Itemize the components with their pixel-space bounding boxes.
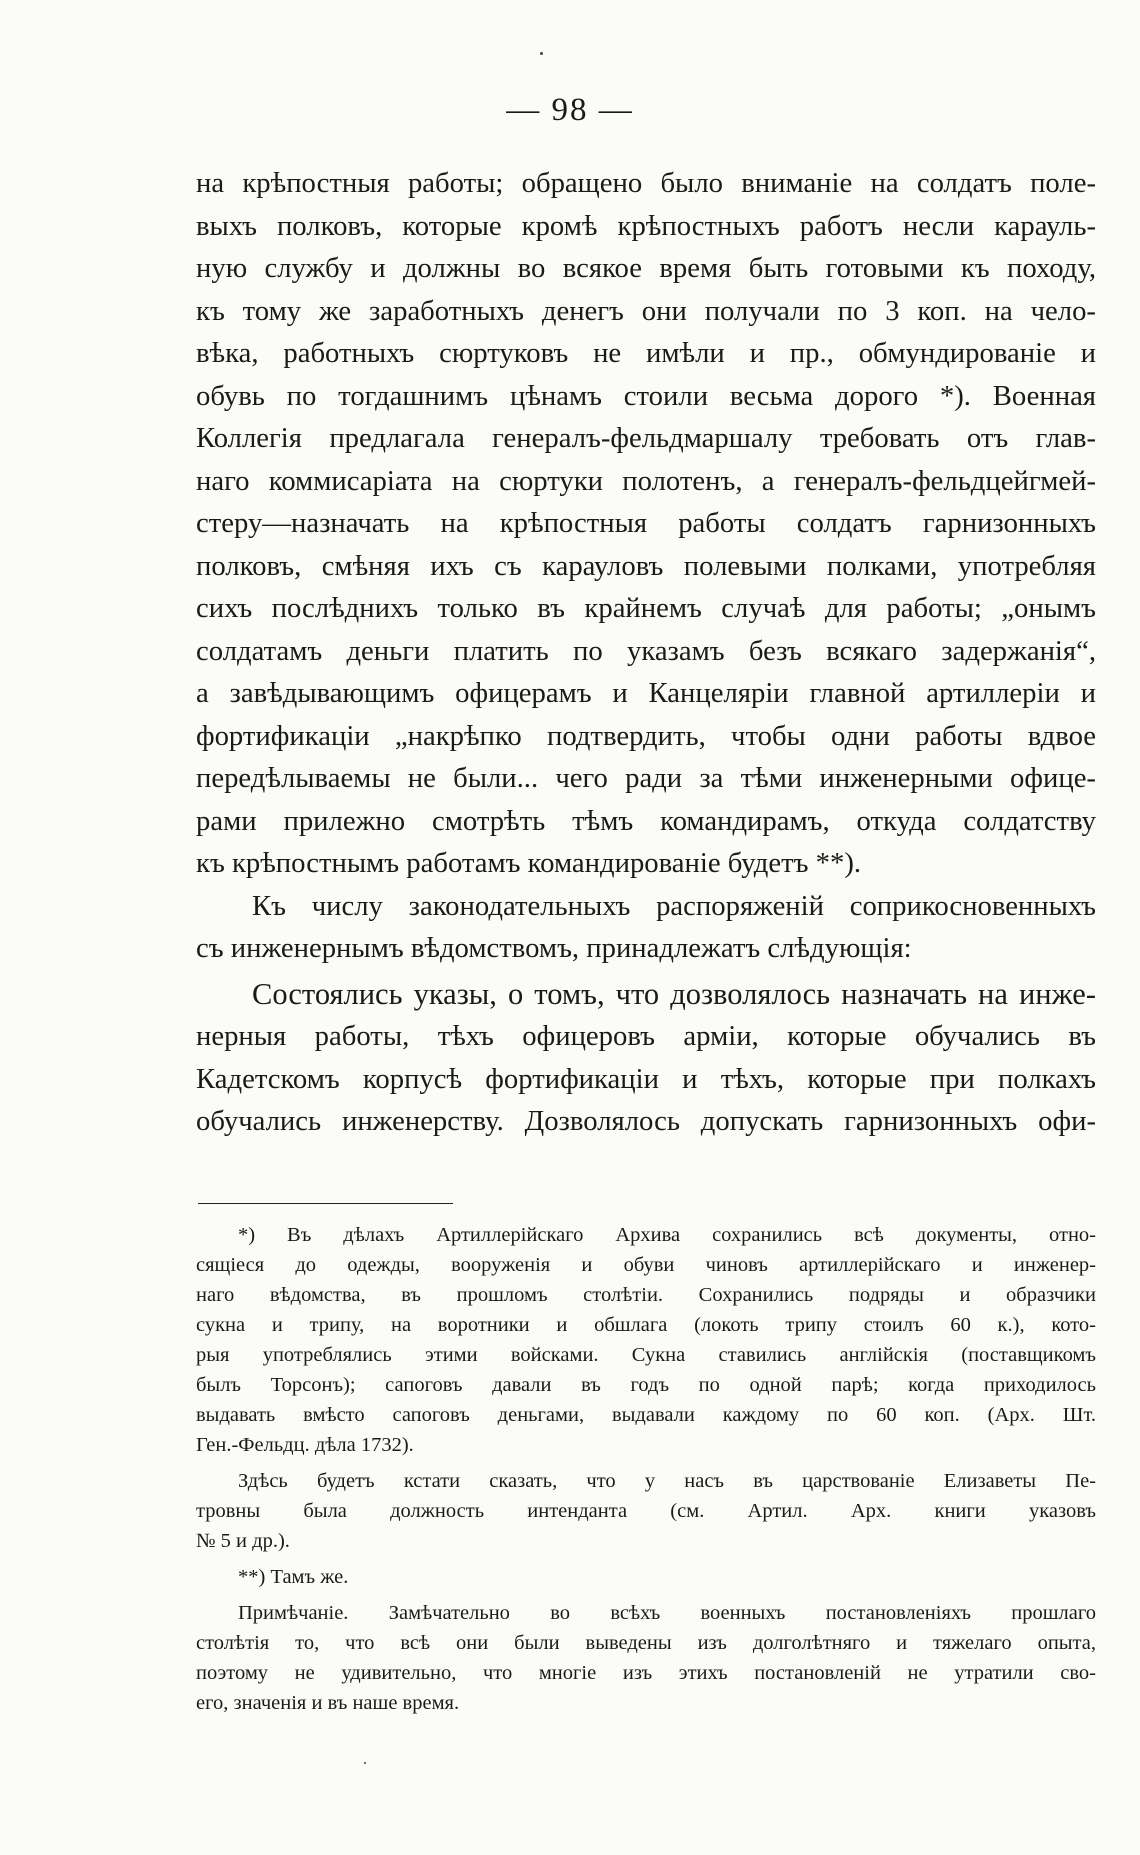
text-line: выхъ полковъ, которые кромѣ крѣпостныхъ работъ несли карауль- (196, 209, 1096, 242)
paragraph-line: Кадетскомъ корпусѣ фортификаціи и тѣхъ, которые при полкахъ (196, 1062, 1096, 1095)
text-line: на крѣпостныя работы; обращено было вниманіе на солдатъ поле- (196, 167, 1096, 199)
footnote-line: наго вѣдомства, въ прошломъ столѣтіи. Сохранились подряды и образчики (196, 1284, 1096, 1306)
text-line: къ крѣпостнымъ работамъ командированіе будетъ **). (196, 847, 862, 879)
paragraph-line: Состоялись указы, о томъ, что дозволялось назначать на инже- (252, 976, 1096, 1011)
text-line: ную службу и должны во всякое время быть готовыми къ походу, (196, 252, 1096, 284)
footnote-line: № 5 и др.). (196, 1530, 290, 1552)
paragraph-line: нерныя работы, тѣхъ офицеровъ арміи, которые обучались въ (196, 1020, 1096, 1052)
footnotes (196, 1220, 1096, 1718)
footnote-line: столѣтія то, что всѣ они были выведены изъ долголѣтняго и тяжелаго опыта, (196, 1632, 1096, 1654)
footnote-line: его, значенія и въ наше время. (196, 1692, 460, 1714)
footnote-line: *) Въ дѣлахъ Артиллерійскаго Архива сохранились всѣ документы, отно- (238, 1224, 1096, 1246)
text-line: наго коммисаріата на сюртуки полотенъ, а генералъ-фельдцейгмей- (196, 464, 1096, 497)
text-line: а завѣдывающимъ офицерамъ и Канцеляріи главной артиллеріи и (196, 677, 1096, 709)
text-line: Коллегія предлагала генералъ-фельдмаршалу требовать отъ глав- (196, 422, 1096, 454)
footnote-line: выдавать вмѣсто сапоговъ деньгами, выдавали каждому по 60 коп. (Арх. Шт. (196, 1404, 1096, 1426)
footnote-line: тровны была должность интенданта (см. Артил. Арх. книги указовъ (196, 1500, 1096, 1522)
paper-speck (364, 1762, 366, 1764)
text-line: фортификаціи „накрѣпко подтвердить, чтобы одни работы вдвое (196, 719, 1096, 752)
text-line: стеру—назначать на крѣпостныя работы солдатъ гарнизонныхъ (196, 507, 1096, 539)
footnote-line: сящіеся до одежды, вооруженія и обуви чиновъ артиллерійскаго и инженер- (196, 1254, 1096, 1276)
footnote-line: Примѣчаніе. Замѣчательно во всѣхъ военныхъ постановленіяхъ прошлаго (238, 1602, 1096, 1624)
footnote-line: былъ Торсонъ); сапоговъ давали въ годъ по одной парѣ; когда приходилось (196, 1374, 1096, 1396)
footnote-line: рыя употреблялись этими войсками. Сукна ставились англійскія (поставщикомъ (196, 1344, 1096, 1366)
text-line: къ тому же заработныхъ денегъ они получали по 3 коп. на чело- (196, 294, 1096, 327)
footnote-line: Ген.-Фельдц. дѣла 1732). (196, 1434, 414, 1456)
text-line: сихъ послѣднихъ только въ крайнемъ случаѣ для работы; „онымъ (196, 592, 1096, 624)
footnote-line: сукна и трипу, на воротники и обшлага (локоть трипу стоилъ 60 к.), кото- (196, 1314, 1096, 1336)
text-line: полковъ, смѣняя ихъ съ карауловъ полевыми полками, употребляя (196, 549, 1096, 582)
text-line: рами прилежно смотрѣть тѣмъ командирамъ, откуда солдатству (196, 804, 1096, 837)
main-text (196, 162, 1096, 1143)
text-line: обувь по тогдашнимъ цѣнамъ стоили весьма дорого *). Военная (196, 379, 1096, 412)
paper-speck (540, 52, 543, 55)
footnote-line: Здѣсь будетъ кстати сказать, что у насъ въ царствованіе Елизаветы Пе- (238, 1470, 1096, 1492)
footnote-line: поэтому не удивительно, что многіе изъ этихъ постановленій не утратили сво- (196, 1662, 1096, 1684)
footnote-line: **) Тамъ же. (238, 1566, 349, 1588)
page-number: — 98 — (506, 92, 634, 128)
text-line: передѣлываемы не были... чего ради за тѣми инженерными офице- (196, 762, 1096, 794)
paragraph-line: обучались инженерству. Дозволялось допускать гарнизонныхъ офи- (196, 1105, 1096, 1137)
text-line: вѣка, работныхъ сюртуковъ не имѣли и пр., обмундированіе и (196, 337, 1096, 369)
text-line: солдатамъ деньги платить по указамъ безъ всякаго задержанія“, (196, 634, 1096, 667)
paragraph-line: Къ числу законодательныхъ распоряженій соприкосновенныхъ (252, 889, 1096, 922)
footnote-divider (198, 1203, 453, 1204)
paragraph-line: съ инженернымъ вѣдомствомъ, принадлежатъ слѣдующія: (196, 932, 912, 964)
